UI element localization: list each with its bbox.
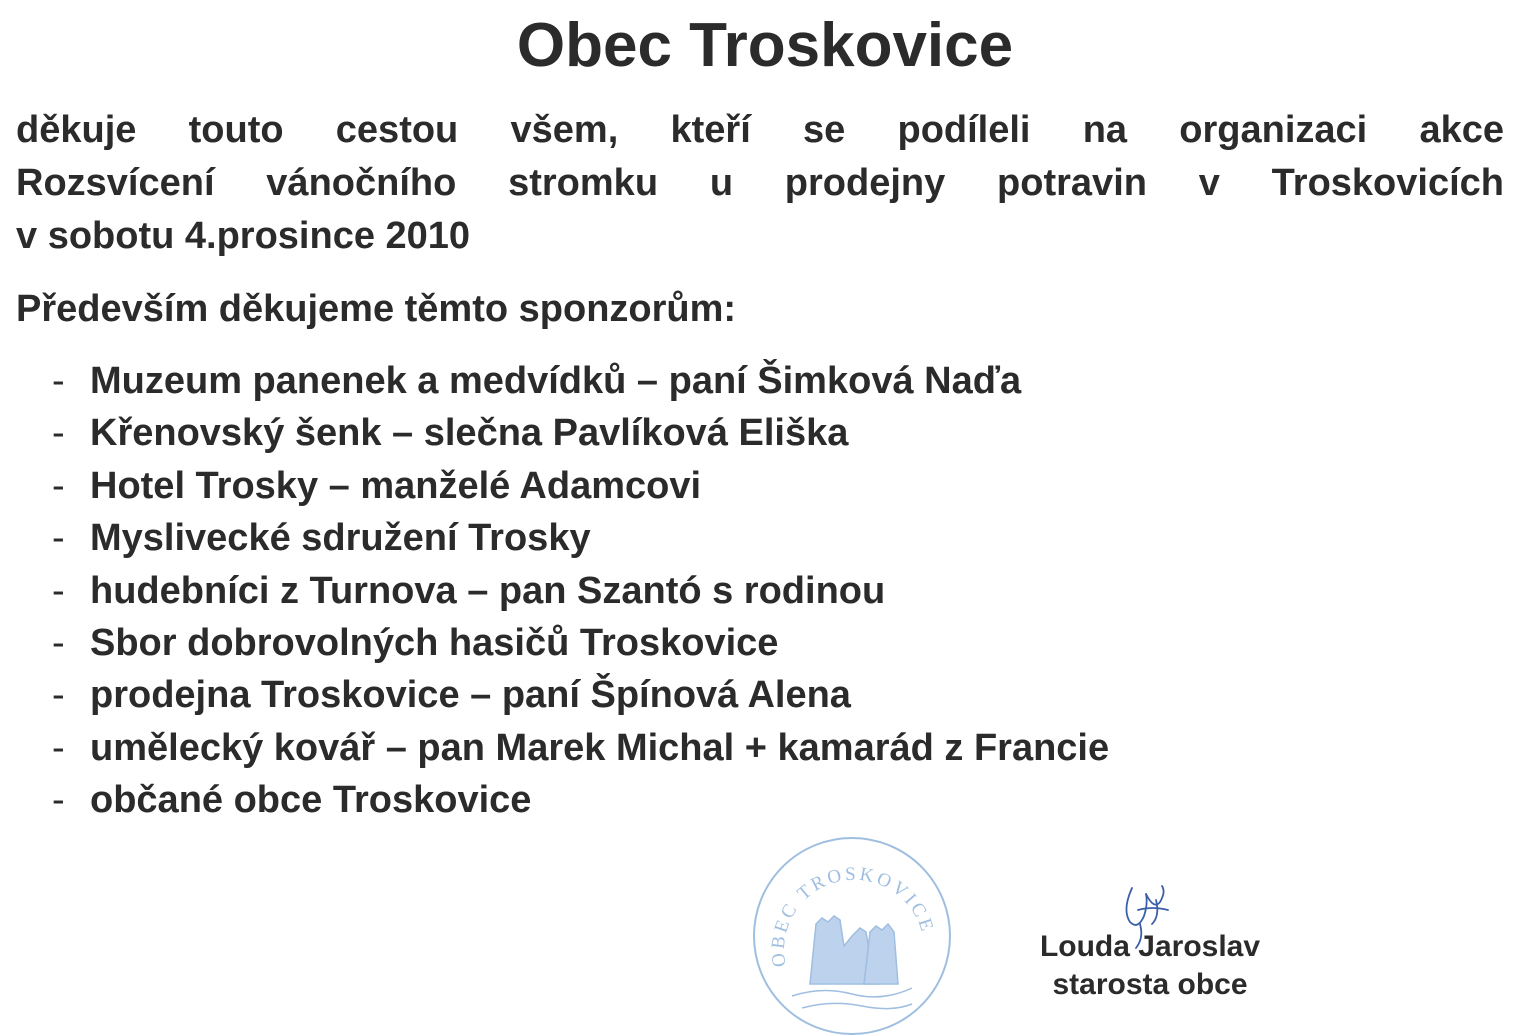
list-item (52, 565, 1109, 617)
signature-block (1020, 928, 1280, 1004)
sponsor-text: umělecký kovář – pan Marek Michal + kamarád z Francie (90, 726, 1110, 769)
list-item (52, 774, 1109, 826)
list-item (52, 617, 1109, 669)
sponsor-text: Hotel Trosky – manželé Adamcovi (90, 464, 702, 507)
sponsor-text: prodejna Troskovice – paní Špínová Alena (90, 674, 851, 717)
sponsor-text: Sbor dobrovolných hasičů Troskovice (90, 622, 779, 665)
sponsor-text: Křenovský šenk – slečna Pavlíková Eliška (90, 412, 849, 455)
list-marker: - (52, 360, 65, 402)
list-item (52, 512, 1109, 564)
list-item (52, 355, 1109, 407)
sponsor-text: hudebníci z Turnova – pan Szantó s rodinou (90, 569, 886, 612)
list-marker: - (52, 622, 65, 665)
stamp-lettering: OBEC TROSKOVICE (767, 863, 939, 969)
sponsor-list (52, 355, 1109, 827)
signer-name: Louda Jaroslav (1039, 930, 1261, 963)
intro-paragraph (16, 104, 1504, 263)
list-item (52, 460, 1109, 512)
sponsor-text: Myslivecké sdružení Trosky (90, 517, 591, 560)
document-title: Obec Troskovice (516, 11, 1014, 80)
list-marker: - (52, 569, 65, 612)
intro-date-line: v sobotu 4.prosince 2010 (16, 215, 471, 257)
sponsor-text: občané obce Troskovice (90, 779, 532, 822)
list-marker: - (52, 779, 65, 822)
list-marker: - (52, 674, 65, 717)
list-marker: - (52, 412, 65, 455)
sponsor-text: Muzeum panenek a medvídků – paní Šimková Naďa (90, 360, 1022, 402)
intro-line: děkuje touto cestou všem, kteří se podíleli na organizaci akce (16, 109, 1504, 151)
list-marker: - (52, 517, 65, 560)
list-item (52, 407, 1109, 459)
signer-role: starosta obce (1052, 968, 1248, 1001)
intro-line: Rozsvícení vánočního stromku u prodejny potravin v Troskovicích (16, 162, 1504, 204)
list-marker: - (52, 726, 65, 769)
list-item (52, 669, 1109, 721)
sponsors-heading: Především děkujeme těmto sponzorům: (16, 288, 737, 330)
municipal-stamp-icon (752, 836, 952, 1036)
list-item (52, 722, 1109, 774)
list-marker: - (52, 464, 65, 507)
